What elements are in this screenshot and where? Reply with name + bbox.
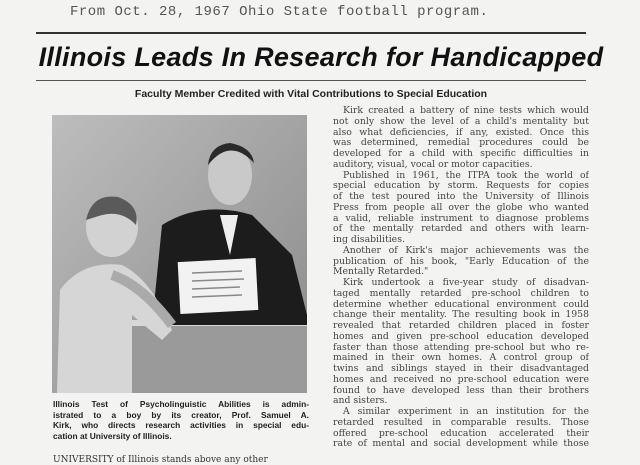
body-text-line: developed for a child with specific difficulties in [333, 149, 589, 159]
body-text-line: homes and received no pre-school education were [333, 374, 589, 385]
body-text-line: a valid, reliable instrument to diagnose problems [333, 213, 589, 224]
article-subtitle: Faculty Member Credited with Vital Contributions to Special Education [134, 88, 488, 100]
right-column-text [333, 106, 589, 450]
body-text-line: Kirk created a battery of nine tests which would [343, 106, 589, 116]
body-text-line: rate of mental and social development while those [333, 439, 589, 450]
title-rule-bottom [36, 80, 586, 81]
article-photo [52, 115, 307, 393]
body-text-line: change their mentality. The resulting book in 1958 [333, 310, 589, 321]
body-text-line: also what deficiencies, if any, existed. Once this [333, 127, 589, 138]
body-text-line: faster than those attending pre-school but who re- [333, 342, 589, 353]
body-text-line: Another of Kirk's major achievements was the [343, 245, 589, 256]
photo-caption [53, 399, 309, 441]
body-text-line: of the mentally retarded and others with learn- [333, 224, 589, 235]
body-text-line: Kirk undertook a five-year study of disadvan- [343, 278, 589, 288]
body-text-line: not only show the level of a child's mentality but [333, 116, 589, 127]
left-column-text: UNIVERSITY of Illinois stands above any other [53, 455, 268, 465]
body-text-line: revealed that retarded children placed in foster [333, 321, 589, 331]
caption-line: cation at University of Illinois. [53, 430, 172, 441]
body-text-line: found to have developed less than their brothers [333, 385, 589, 396]
body-text-line: and sisters. [333, 396, 388, 407]
body-text-line: homes and given pre-school education developed [333, 331, 589, 342]
body-text-line: special education by storm. Requests for copies [333, 181, 589, 192]
body-text-line: Press from people all over the globe who wanted [333, 202, 589, 213]
body-text-line: of the test poured into the University of Illinois [333, 192, 589, 202]
body-text-line: auditory, visual, vocal or motor capacities. [333, 159, 533, 170]
caption-line: Illinois Test of Psycholinguistic Abilities is admin- [53, 399, 309, 409]
body-text-line: twins and siblings stayed in their disadvantaged [333, 364, 589, 374]
caption-line: Kirk, who directs research activities in special edu- [53, 420, 309, 431]
body-text-line: Mentally Retarded." [333, 267, 429, 278]
body-text-line: determine whether educational environment could [333, 299, 589, 310]
body-text-line: Published in 1961, the ITPA took the world of [343, 170, 589, 181]
body-text-line: was determined, remedial procedures could be [333, 138, 589, 149]
body-text-line: publication of his book, "Early Education of the [333, 256, 589, 267]
body-text-line: retarded resulted in comparable results. Those [333, 417, 589, 428]
header-note: From Oct. 28, 1967 Ohio State football program. [70, 4, 489, 20]
body-text-line: taged mentally retarded pre-school children to [333, 288, 589, 299]
article-title: Illinois Leads In Research for Handicapped [38, 42, 604, 72]
body-text-line: offered pre-school education accelerated their [333, 428, 589, 439]
caption-line: istrated to a boy by its creator, Prof. Samuel A. [53, 409, 309, 420]
body-text-line: A similar experiment in an institution for the [343, 407, 589, 417]
body-text-line: ing disabilities. [333, 235, 405, 245]
body-text-line: mained in their own homes. A control group of [333, 353, 589, 364]
title-rule-top [36, 32, 586, 34]
